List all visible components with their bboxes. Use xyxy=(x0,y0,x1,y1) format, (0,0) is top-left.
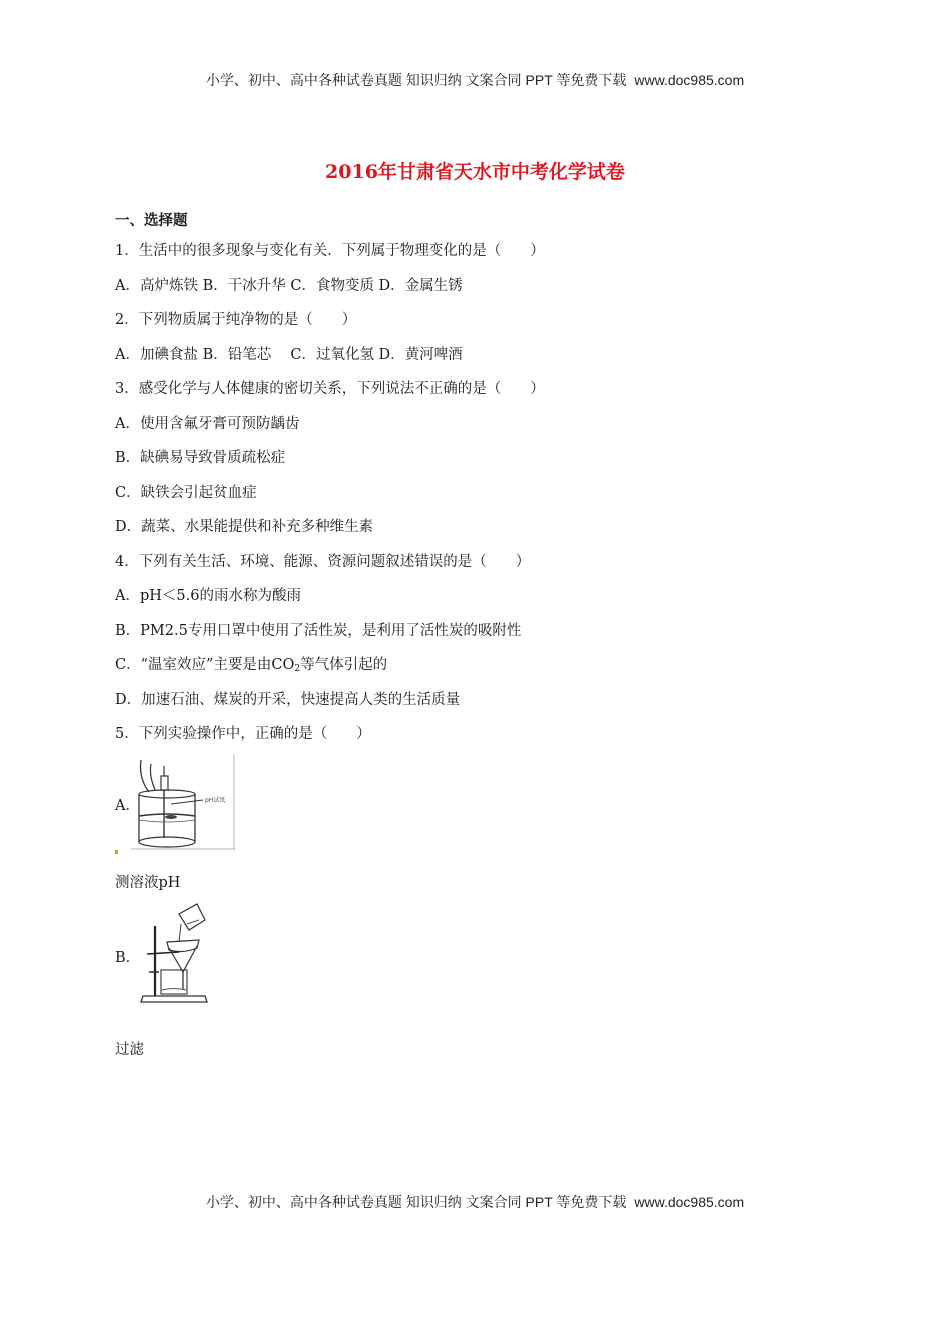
exam-content xyxy=(115,208,835,1068)
filtration-apparatus-illustration-icon xyxy=(139,902,209,1007)
stray-mark xyxy=(115,850,118,854)
option-b-label: B． xyxy=(115,950,141,966)
section-heading: 一、选择题 xyxy=(115,213,188,229)
question-5-option-a xyxy=(115,754,835,850)
question-3-option-c: C．缺铁会引起贫血症 xyxy=(115,484,257,501)
question-3-stem: 3．感受化学与人体健康的密切关系，下列说法不正确的是（ ） xyxy=(115,381,545,397)
question-4-option-c xyxy=(115,648,835,683)
question-4-option-d: D．加速石油、煤炭的开采，快速提高人类的生活质量 xyxy=(115,691,461,708)
question-1-stem: 1．生活中的很多现象与变化有关．下列属于物理变化的是（ ） xyxy=(115,243,545,259)
question-4-option-b: B．PM2.5专用口罩中使用了活性炭，是利用了活性炭的吸附性 xyxy=(115,622,522,639)
co2-subscript: 2 xyxy=(294,664,301,674)
footer-url[interactable]: www.doc985.com xyxy=(634,1194,745,1210)
header-text: 小学、初中、高中各种试卷真题 知识归纳 文案合同 PPT 等免费下载 xyxy=(205,72,627,88)
option-c-text: C．“温室效应”主要是由CO xyxy=(115,657,295,673)
question-2-options: A．加碘食盐 B．铅笔芯 C．过氧化氢 D．黄河啤酒 xyxy=(115,346,463,363)
option-a-caption: 测溶液pH xyxy=(115,874,181,891)
question-2-stem: 2．下列物质属于纯净物的是（ ） xyxy=(115,312,357,328)
question-5-stem: 5．下列实验操作中，正确的是（ ） xyxy=(115,726,371,742)
question-4-option-a: A．pH＜5.6的雨水称为酸雨 xyxy=(115,588,301,604)
option-a-label: A． xyxy=(115,797,140,814)
question-3-option-d: D．蔬菜、水果能提供和补充多种维生素 xyxy=(115,519,374,535)
footer-text: 小学、初中、高中各种试卷真题 知识归纳 文案合同 PPT 等免费下载 xyxy=(205,1194,627,1210)
question-3-option-b: B．缺碘易导致骨质疏松症 xyxy=(115,450,286,466)
question-4-stem: 4．下列有关生活、环境、能源、资源问题叙述错误的是（ ） xyxy=(115,553,531,570)
page-footer xyxy=(0,1192,950,1212)
page-title: 2016年甘肃省天水市中考化学试卷 xyxy=(325,161,625,183)
beaker-ph-test-illustration-icon xyxy=(131,754,235,850)
svg-text:pH试纸: pH试纸 xyxy=(205,796,226,804)
page-header xyxy=(0,70,950,90)
question-1-options: A．高炉炼铁 B．干冰升华 C．食物变质 D．金属生锈 xyxy=(115,277,463,294)
header-url[interactable]: www.doc985.com xyxy=(634,72,745,88)
question-3-option-a: A．使用含氟牙膏可预防龋齿 xyxy=(115,415,300,432)
option-c-tail: 等气体引起的 xyxy=(300,657,388,673)
option-b-caption: 过滤 xyxy=(115,1042,144,1058)
question-5-option-b xyxy=(115,902,835,1007)
